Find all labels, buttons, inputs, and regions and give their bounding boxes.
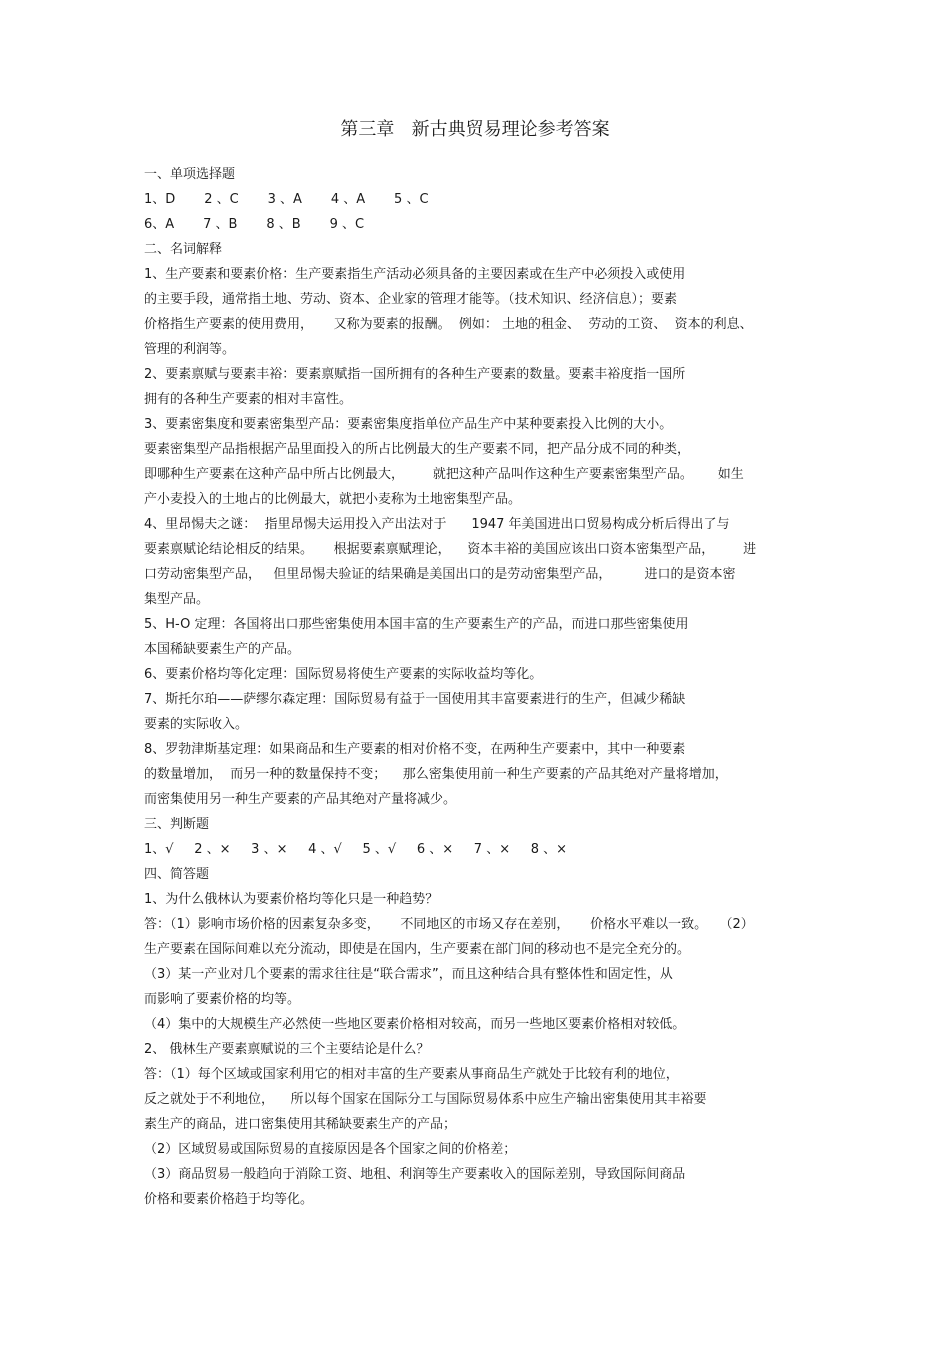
text-line: 1、生产要素和要素价格：生产要素指生产活动必须具备的主要因素或在生产中必须投入或使用 xyxy=(144,267,686,282)
text-line: 三、判断题 xyxy=(144,817,210,832)
text-line: （3）某一产业对几个要素的需求往往是“联合需求”，而且这种结合具有整体性和固定性，从 xyxy=(144,967,673,982)
text-line: 二、名词解释 xyxy=(144,242,223,257)
text-line: （4）集中的大规模生产必然使一些地区要素价格相对较高，而另一些地区要素价格相对较低。 xyxy=(144,1017,686,1032)
text-line: 答：（1）每个区域或国家利用它的相对丰富的生产要素从事商品生产就处于比较有利的地位， xyxy=(144,1067,679,1082)
text-line: 价格指生产要素的使用费用， 又称为要素的报酬。 例如： 土地的租金、 劳动的工资、 资本的利息、 xyxy=(144,317,753,332)
text-line: 2、要素禀赋与要素丰裕：要素禀赋指一国所拥有的各种生产要素的数量。要素丰裕度指一国所 xyxy=(144,367,686,382)
text-line: 集型产品。 xyxy=(144,592,210,607)
text-line: 2、 俄林生产要素禀赋说的三个主要结论是什么？ xyxy=(144,1042,430,1057)
text-line: 生产要素在国际间难以充分流动，即使是在国内，生产要素在部门间的移动也不是完全充分的。 xyxy=(144,942,691,957)
text-line: 口劳动密集型产品， 但里昂惕夫验证的结果确是美国出口的是劳动密集型产品， 进口的是资本密 xyxy=(144,567,736,582)
text-line: 8、罗勃津斯基定理：如果商品和生产要素的相对价格不变，在两种生产要素中，其中一种要素 xyxy=(144,742,686,757)
text-line: （2）区域贸易或国际贸易的直接原因是各个国家之间的价格差； xyxy=(144,1142,517,1157)
text-line: 6、A 7 、B 8 、B 9 、C xyxy=(144,217,365,232)
text-line: 要素的实际收入。 xyxy=(144,717,249,732)
text-line: 5、H-O 定理：各国将出口那些密集使用本国丰富的生产要素生产的产品，而进口那些密集使用 xyxy=(144,617,689,632)
document-title: 第三章 新古典贸易理论参考答案 xyxy=(340,119,610,140)
text-line: 即哪种生产要素在这种产品中所占比例最大， 就把这种产品叫作这种生产要素密集型产品。 如生 xyxy=(144,467,744,482)
text-line: 3、要素密集度和要素密集型产品：要素密集度指单位产品生产中某种要素投入比例的大小。 xyxy=(144,417,673,432)
text-line: 6、要素价格均等化定理：国际贸易将使生产要素的实际收益均等化。 xyxy=(144,667,543,682)
text-line: 拥有的各种生产要素的相对丰富性。 xyxy=(144,392,353,407)
text-line: 1、为什么俄林认为要素价格均等化只是一种趋势？ xyxy=(144,892,439,907)
text-line: （3）商品贸易一般趋向于消除工资、地租、利润等生产要素收入的国际差别，导致国际间商品 xyxy=(144,1167,686,1182)
text-line: 的主要手段，通常指土地、劳动、资本、企业家的管理才能等。（技术知识、经济信息）；要素 xyxy=(144,292,678,307)
text-line: 7、斯托尔珀——萨缪尔森定理：国际贸易有益于一国使用其丰富要素进行的生产，但减少稀缺 xyxy=(144,692,686,707)
text-line: 产小麦投入的土地占的比例最大，就把小麦称为土地密集型产品。 xyxy=(144,492,522,507)
text-line: 答：（1）影响市场价格的因素复杂多变， 不同地区的市场又存在差别， 价格水平难以一致。 （2） xyxy=(144,917,754,932)
text-line: 四、简答题 xyxy=(144,867,210,882)
text-line: 要素禀赋论结论相反的结果。 根据要素禀赋理论， 资本丰裕的美国应该出口资本密集型产品， 进 xyxy=(144,542,757,557)
text-line: 素生产的商品，进口密集使用其稀缺要素生产的产品； xyxy=(144,1117,457,1132)
text-line: 4、里昂惕夫之谜： 指里昂惕夫运用投入产出法对于 1947 年美国进出口贸易构成分析后得出了与 xyxy=(144,517,730,532)
text-line: 的数量增加， 而另一种的数量保持不变； 那么密集使用前一种生产要素的产品其绝对产量将增加， xyxy=(144,767,728,782)
document-body xyxy=(144,162,814,1212)
text-line: 1、D 2 、C 3 、A 4 、A 5 、C xyxy=(144,192,429,207)
text-line: 管理的利润等。 xyxy=(144,342,236,357)
text-line: 要素密集型产品指根据产品里面投入的所占比例最大的生产要素不同，把产品分成不同的种类， xyxy=(144,442,691,457)
text-line: 反之就处于不利地位， 所以每个国家在国际分工与国际贸易体系中应生产输出密集使用其丰裕要 xyxy=(144,1092,707,1107)
text-line: 本国稀缺要素生产的产品。 xyxy=(144,642,301,657)
text-line: 一、单项选择题 xyxy=(144,167,236,182)
text-line: 而密集使用另一种生产要素的产品其绝对产量将减少。 xyxy=(144,792,457,807)
text-line: 1、√ 2 、× 3 、× 4 、√ 5 、√ 6 、× 7 、× 8 、× xyxy=(144,842,568,857)
text-line: 而影响了要素价格的均等。 xyxy=(144,992,301,1007)
text-line: 价格和要素价格趋于均等化。 xyxy=(144,1192,314,1207)
